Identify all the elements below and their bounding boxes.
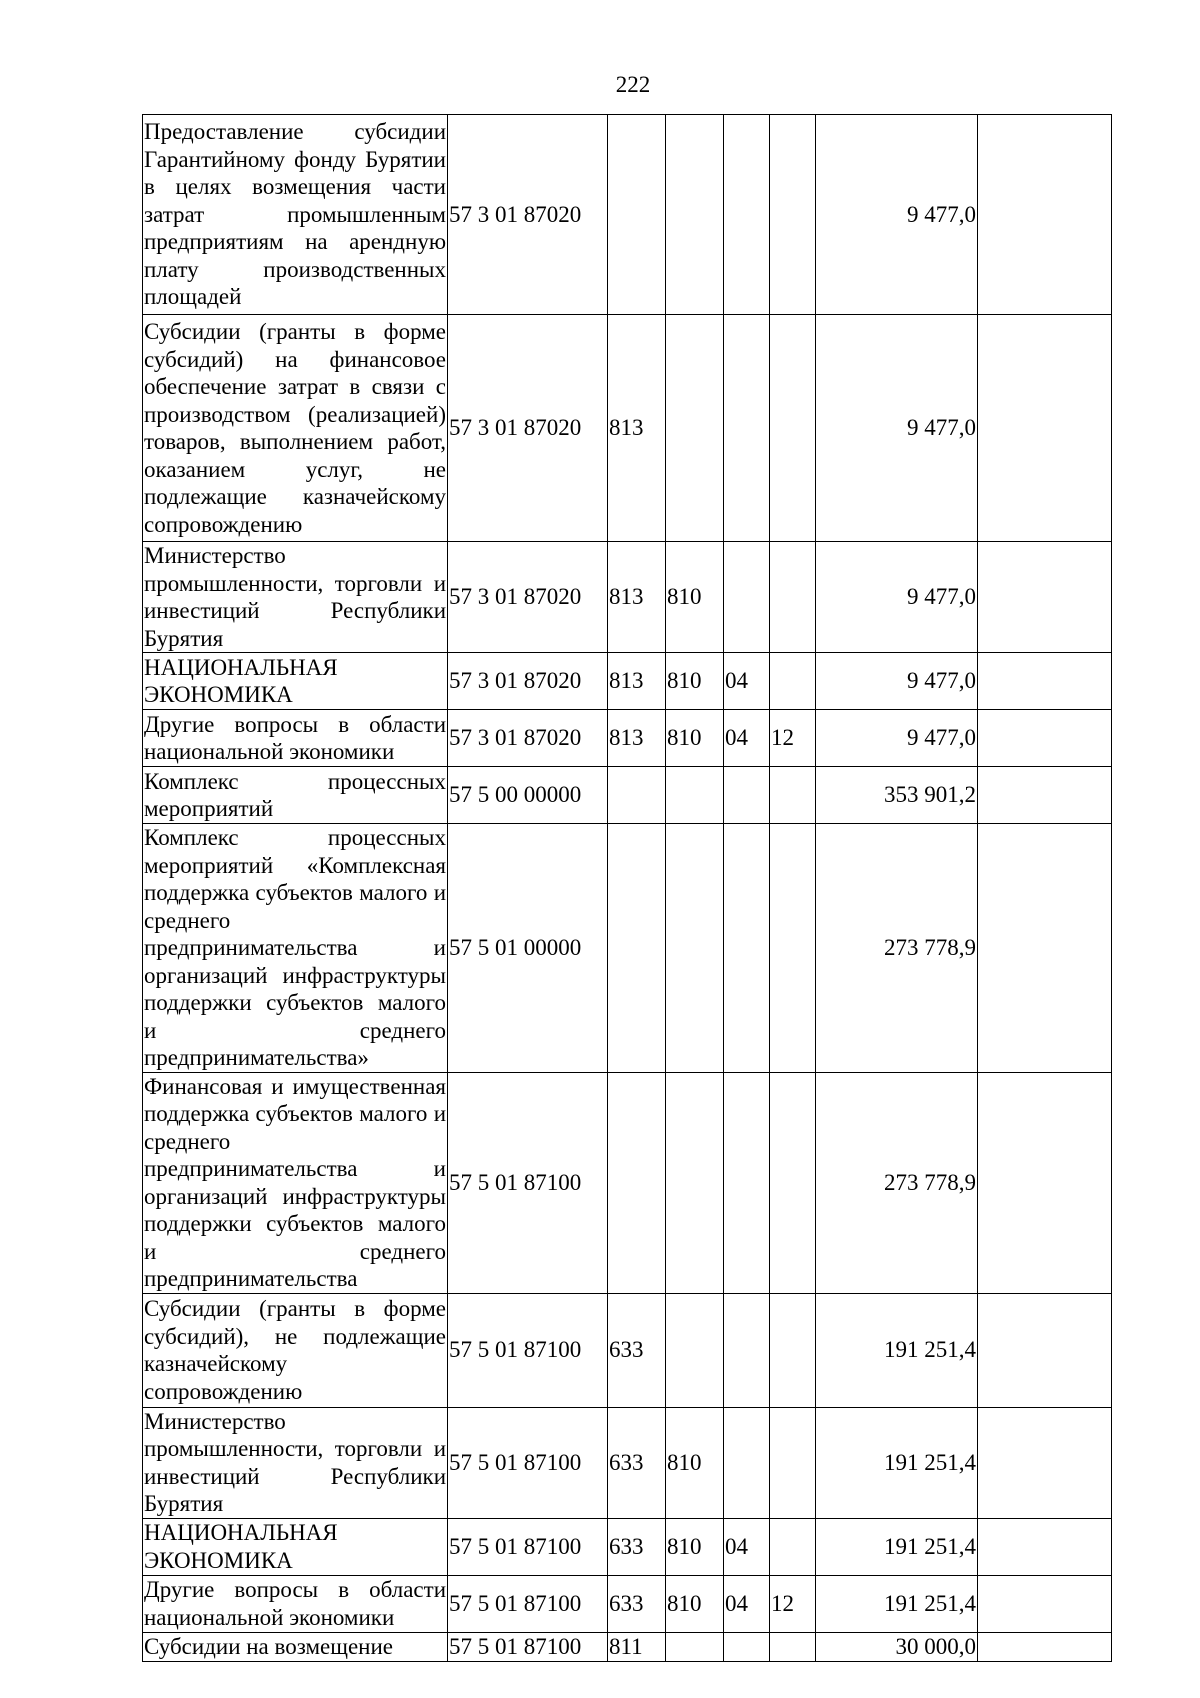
row-section: 04 bbox=[724, 653, 770, 710]
row-subsection bbox=[770, 1407, 816, 1518]
row-ministry-code: 810 bbox=[666, 1575, 724, 1632]
row-ministry-code: 810 bbox=[666, 1407, 724, 1518]
row-ministry-code bbox=[666, 1072, 724, 1293]
row-amount: 30 000,0 bbox=[816, 1632, 978, 1661]
row-extra bbox=[978, 1407, 1112, 1518]
row-subsection bbox=[770, 824, 816, 1073]
row-subsection bbox=[770, 115, 816, 315]
row-name: Другие вопросы в области национальной экономики bbox=[143, 1575, 448, 1632]
row-target-code: 57 5 01 87100 bbox=[448, 1072, 608, 1293]
row-extra bbox=[978, 1632, 1112, 1661]
row-expense-type: 813 bbox=[608, 710, 666, 767]
row-target-code: 57 5 01 87100 bbox=[448, 1632, 608, 1661]
row-section bbox=[724, 767, 770, 824]
row-expense-type bbox=[608, 767, 666, 824]
row-subsection bbox=[770, 315, 816, 542]
page-number: 222 bbox=[615, 72, 651, 97]
row-section: 04 bbox=[724, 1518, 770, 1575]
table-row bbox=[143, 542, 1112, 653]
table-row bbox=[143, 115, 1112, 315]
budget-table bbox=[142, 114, 1112, 1662]
row-subsection bbox=[770, 1072, 816, 1293]
row-amount: 191 251,4 bbox=[816, 1575, 978, 1632]
row-expense-type bbox=[608, 1072, 666, 1293]
row-extra bbox=[978, 1293, 1112, 1407]
table-row bbox=[143, 1575, 1112, 1632]
row-extra bbox=[978, 1518, 1112, 1575]
row-section bbox=[724, 1632, 770, 1661]
row-target-code: 57 5 00 00000 bbox=[448, 767, 608, 824]
row-extra bbox=[978, 767, 1112, 824]
table-row bbox=[143, 315, 1112, 542]
row-subsection: 12 bbox=[770, 1575, 816, 1632]
row-expense-type: 633 bbox=[608, 1407, 666, 1518]
row-target-code: 57 3 01 87020 bbox=[448, 542, 608, 653]
row-extra bbox=[978, 315, 1112, 542]
row-expense-type bbox=[608, 115, 666, 315]
row-expense-type bbox=[608, 824, 666, 1073]
row-subsection bbox=[770, 653, 816, 710]
row-expense-type: 633 bbox=[608, 1518, 666, 1575]
row-subsection bbox=[770, 542, 816, 653]
row-extra bbox=[978, 1072, 1112, 1293]
row-ministry-code: 810 bbox=[666, 710, 724, 767]
row-ministry-code: 810 bbox=[666, 1518, 724, 1575]
row-target-code: 57 5 01 87100 bbox=[448, 1293, 608, 1407]
row-extra bbox=[978, 653, 1112, 710]
row-extra bbox=[978, 824, 1112, 1073]
row-extra bbox=[978, 710, 1112, 767]
row-name: Субсидии (гранты в форме субсидий), не подлежащие казначейскому сопровождению bbox=[143, 1293, 448, 1407]
table-row bbox=[143, 710, 1112, 767]
row-name: Комплекс процессных мероприятий «Комплексная поддержка субъектов малого и среднего предпринимательства и организаций инфраструктуры поддержки субъектов малого и среднего предпринимательства» bbox=[144, 825, 446, 1070]
row-subsection bbox=[770, 1518, 816, 1575]
row-amount: 353 901,2 bbox=[816, 767, 978, 824]
row-section bbox=[724, 115, 770, 315]
row-expense-type: 633 bbox=[608, 1293, 666, 1407]
row-subsection bbox=[770, 1293, 816, 1407]
row-amount: 9 477,0 bbox=[816, 710, 978, 767]
row-name: Министерство промышленности, торговли и инвестиций Республики Бурятия bbox=[144, 543, 446, 651]
row-name: Комплекс процессных мероприятий bbox=[143, 767, 448, 824]
table-row bbox=[143, 1407, 1112, 1518]
row-subsection: 12 bbox=[770, 710, 816, 767]
row-amount: 9 477,0 bbox=[816, 542, 978, 653]
row-name: НАЦИОНАЛЬНАЯ ЭКОНОМИКА bbox=[143, 653, 448, 710]
row-section bbox=[724, 315, 770, 542]
row-section bbox=[724, 542, 770, 653]
row-name: Другие вопросы в области национальной экономики bbox=[143, 710, 448, 767]
row-extra bbox=[978, 542, 1112, 653]
row-ministry-code bbox=[666, 767, 724, 824]
row-ministry-code bbox=[666, 1293, 724, 1407]
row-section bbox=[724, 1072, 770, 1293]
table-row bbox=[143, 824, 1112, 1073]
row-target-code: 57 3 01 87020 bbox=[448, 115, 608, 315]
row-amount: 273 778,9 bbox=[816, 1072, 978, 1293]
row-amount: 9 477,0 bbox=[816, 115, 978, 315]
row-amount: 9 477,0 bbox=[816, 653, 978, 710]
row-name: НАЦИОНАЛЬНАЯ ЭКОНОМИКА bbox=[143, 1518, 448, 1575]
row-target-code: 57 5 01 00000 bbox=[448, 824, 608, 1073]
table-row bbox=[143, 1632, 1112, 1661]
row-name: Субсидии на возмещение bbox=[143, 1632, 448, 1661]
row-subsection bbox=[770, 767, 816, 824]
row-amount: 191 251,4 bbox=[816, 1518, 978, 1575]
row-ministry-code bbox=[666, 824, 724, 1073]
table-row bbox=[143, 1518, 1112, 1575]
row-target-code: 57 5 01 87100 bbox=[448, 1518, 608, 1575]
table-row bbox=[143, 767, 1112, 824]
row-name: Министерство промышленности, торговли и инвестиций Республики Бурятия bbox=[144, 1408, 446, 1516]
row-target-code: 57 5 01 87100 bbox=[448, 1575, 608, 1632]
row-amount: 273 778,9 bbox=[816, 824, 978, 1073]
row-target-code: 57 3 01 87020 bbox=[448, 315, 608, 542]
row-amount: 9 477,0 bbox=[816, 315, 978, 542]
row-section: 04 bbox=[724, 710, 770, 767]
row-amount: 191 251,4 bbox=[816, 1407, 978, 1518]
row-name: Финансовая и имущественная поддержка субъектов малого и среднего предпринимательства и организаций инфраструктуры поддержки субъектов малого и среднего предпринимательства bbox=[144, 1073, 446, 1291]
row-expense-type: 633 bbox=[608, 1575, 666, 1632]
row-expense-type: 811 bbox=[608, 1632, 666, 1661]
row-section bbox=[724, 824, 770, 1073]
row-section bbox=[724, 1407, 770, 1518]
row-target-code: 57 3 01 87020 bbox=[448, 653, 608, 710]
row-ministry-code: 810 bbox=[666, 653, 724, 710]
row-name: Субсидии (гранты в форме субсидий) на финансовое обеспечение затрат в связи с производством (реализацией) товаров, выполнением работ, оказанием услуг, не подлежащие казначейскому сопровождению bbox=[143, 315, 448, 542]
row-ministry-code: 810 bbox=[666, 542, 724, 653]
table-row bbox=[143, 1293, 1112, 1407]
row-name: Предоставление субсидии Гарантийному фонду Бурятии в целях возмещения части затрат промышленным предприятиям на арендную плату производственных площадей bbox=[143, 115, 448, 315]
row-ministry-code bbox=[666, 1632, 724, 1661]
row-amount: 191 251,4 bbox=[816, 1293, 978, 1407]
row-extra bbox=[978, 115, 1112, 315]
row-expense-type: 813 bbox=[608, 542, 666, 653]
row-subsection bbox=[770, 1632, 816, 1661]
row-expense-type: 813 bbox=[608, 315, 666, 542]
row-ministry-code bbox=[666, 115, 724, 315]
row-section bbox=[724, 1293, 770, 1407]
row-ministry-code bbox=[666, 315, 724, 542]
row-extra bbox=[978, 1575, 1112, 1632]
table-row bbox=[143, 653, 1112, 710]
row-target-code: 57 5 01 87100 bbox=[448, 1407, 608, 1518]
row-expense-type: 813 bbox=[608, 653, 666, 710]
row-section: 04 bbox=[724, 1575, 770, 1632]
row-target-code: 57 3 01 87020 bbox=[448, 710, 608, 767]
table-row bbox=[143, 1072, 1112, 1293]
